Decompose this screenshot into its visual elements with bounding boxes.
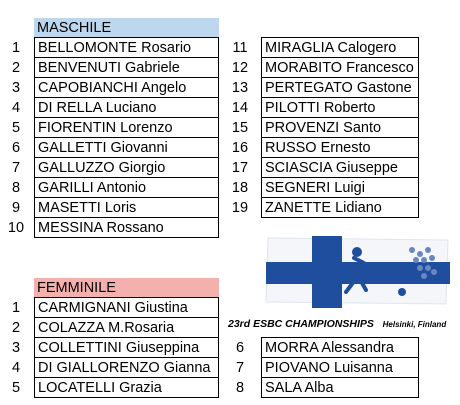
player-name-cell: BENVENUTI Gabriele [34,58,219,78]
row-number: 14 [231,100,249,116]
player-name-cell: DI RELLA Luciano [34,98,219,118]
row-number: 16 [231,140,249,156]
row-number: 1 [11,300,21,316]
player-name-cell: PROVENZI Santo [261,118,419,138]
row-number: 3 [11,80,21,96]
maschile-header: MASCHILE [34,18,219,38]
player-name-cell: SEGNERI Luigi [261,178,419,198]
player-name-cell: PILOTTI Roberto [261,98,419,118]
row-number: 2 [11,60,21,76]
player-name-cell: PERTEGATO Gastone [261,78,419,98]
player-name-cell: MASETTI Loris [34,198,219,218]
row-number: 1 [11,40,21,56]
row-number: 7 [235,360,245,376]
player-name-cell: MESSINA Rossano [34,218,219,238]
row-number: 8 [11,180,21,196]
player-name-cell: SALA Alba [261,378,419,398]
player-name-cell: FIORENTIN Lorenzo [34,118,219,138]
row-number: 7 [11,160,21,176]
player-name-cell: RUSSO Ernesto [261,138,419,158]
bowling-flag-logo-icon [262,232,454,310]
player-name-cell: COLLETTINI Giuseppina [34,338,219,358]
row-number: 6 [235,340,245,356]
logo-title: 23rd ESBC CHAMPIONSHIPS [228,318,374,330]
row-number: 3 [11,340,21,356]
row-number: 2 [11,320,21,336]
player-name-cell: CAPOBIANCHI Angelo [34,78,219,98]
player-name-cell: CARMIGNANI Giustina [34,297,219,318]
player-name-cell: MORABITO Francesco [261,58,419,78]
player-name-cell: DI GIALLORENZO Gianna [34,358,219,378]
player-name-cell: LOCATELLI Grazia [34,378,219,398]
row-number: 5 [11,120,21,136]
row-number: 5 [11,380,21,396]
row-number: 12 [231,60,249,76]
row-number: 10 [7,220,25,236]
row-number: 19 [231,200,249,216]
player-name-cell: SCIASCIA Giuseppe [261,158,419,178]
row-number: 11 [232,40,248,56]
player-name-cell: ZANETTE Lidiano [261,198,419,218]
player-name-cell: COLAZZA M.Rosaria [34,318,219,338]
logo-caption [228,318,460,334]
row-number: 4 [11,360,21,376]
player-name-cell: MORRA Alessandra [261,337,419,358]
player-name-cell: GALLUZZO Giorgio [34,158,219,178]
femminile-header: FEMMINILE [34,278,219,298]
row-number: 13 [231,80,249,96]
player-name-cell: GALLETTI Giovanni [34,138,219,158]
logo-location: Helsinki, Finland [382,320,447,329]
row-number: 8 [235,380,245,396]
row-number: 4 [11,100,21,116]
player-name-cell: MIRAGLIA Calogero [261,37,419,58]
row-number: 17 [231,160,249,176]
row-number: 6 [11,140,21,156]
row-number: 15 [231,120,249,136]
player-name-cell: PIOVANO Luisanna [261,358,419,378]
player-name-cell: BELLOMONTE Rosario [34,37,219,58]
row-number: 9 [11,200,21,216]
player-name-cell: GARILLI Antonio [34,178,219,198]
championship-logo [262,232,454,310]
row-number: 18 [231,180,249,196]
